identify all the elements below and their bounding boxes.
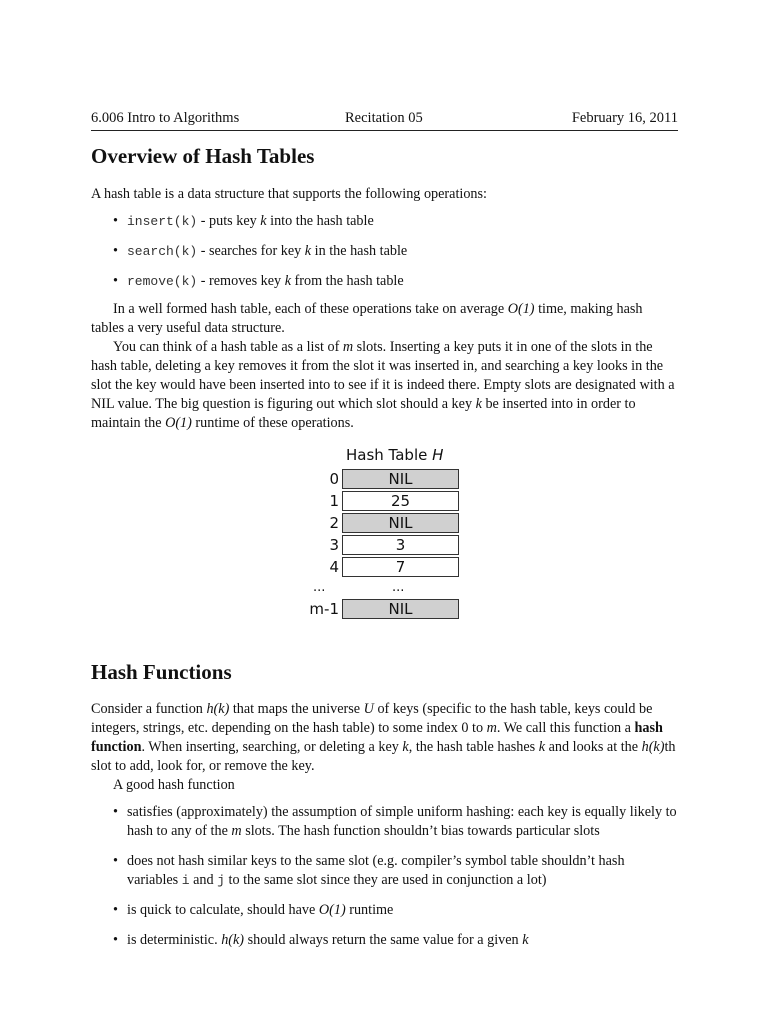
text: be inserted into in order to maintain the: [91, 396, 636, 431]
code-var: i: [181, 873, 190, 888]
math-var: k: [284, 273, 291, 289]
op-text: from the hash table: [291, 273, 404, 289]
bullet-icon: •: [113, 273, 118, 289]
bullet-icon: •: [113, 853, 118, 869]
math-expr: h(k): [641, 739, 665, 755]
math-expr: h(k): [206, 701, 230, 717]
bold-term: hash function: [91, 720, 663, 755]
text: does not hash similar keys to the same slot (e.g. compiler’s symbol table shouldn’t hash variables: [127, 853, 625, 888]
operation-remove: [91, 272, 678, 291]
text: You can think of a hash table as a list of: [113, 339, 343, 355]
text: and: [189, 872, 218, 888]
code-search: search(k): [127, 244, 198, 259]
math-var: k: [522, 932, 529, 948]
code-var: j: [217, 873, 225, 888]
math-var: k: [304, 243, 312, 259]
text: . When inserting, searching, or deleting a key: [141, 739, 403, 755]
text: should always return the same value for a given: [244, 932, 523, 948]
text: and looks at the: [545, 739, 642, 755]
text: runtime of these operations.: [191, 415, 354, 431]
text: time, making hash tables a very useful data structure.: [91, 301, 643, 336]
math-var: k: [402, 739, 409, 755]
text: slots. Inserting a key puts it in one of the slots in the hash table, deleting a key removes it from the slot it was inserted in, and searching a key looks in the slot the key would have been inserted into to see if it is indeed there. Empty slots are designated with a NIL value. The big question is figuring out which slot should a key: [91, 339, 675, 412]
slot-ellipsis: ...: [392, 580, 405, 595]
text: Consider a function: [91, 701, 207, 717]
recitation-label: Recitation 05: [345, 110, 423, 126]
code-remove: remove(k): [127, 274, 198, 289]
slot-index: 4: [329, 558, 339, 576]
operation-insert: [91, 212, 678, 231]
text: th slot to add, look for, or remove the key.: [91, 739, 676, 774]
course-name: 6.006 Intro to Algorithms: [91, 110, 240, 126]
index-ellipsis: ...: [313, 580, 326, 595]
text: is deterministic.: [127, 932, 222, 948]
text: . We call this function a: [496, 720, 635, 736]
diagram-title: [346, 446, 443, 464]
slot-index: 2: [329, 514, 339, 532]
math-var: m: [486, 720, 497, 736]
paragraph-runtime: [91, 300, 678, 338]
good-hash-intro: A good hash function: [113, 777, 235, 793]
slot-index: 0: [329, 470, 339, 488]
text: to the same slot since they are used in conjunction a lot): [224, 872, 547, 888]
slot-index: m-1: [309, 600, 339, 618]
good-item-deterministic: [91, 931, 678, 950]
slot-index: 1: [329, 492, 339, 510]
text: satisfies (approximately) the assumption of simple uniform hashing: each key is equally likely to hash to any of the: [127, 804, 677, 839]
header-date: February 16, 2011: [571, 110, 678, 126]
bullet-icon: •: [113, 213, 118, 229]
math-var: m: [231, 823, 242, 839]
bullet-icon: •: [113, 804, 118, 820]
text: is quick to calculate, should have: [127, 902, 319, 918]
paragraph-slots: [91, 338, 678, 433]
text: In a well formed hash table, each of these operations take on average: [113, 301, 508, 317]
code-insert: insert(k): [127, 214, 198, 229]
section-title-hash-functions: Hash Functions: [91, 660, 232, 684]
slot-cell: NIL: [342, 513, 459, 533]
good-item-similar-keys: [91, 852, 678, 890]
text: , the hash table hashes: [408, 739, 539, 755]
slot-cell: 7: [342, 557, 459, 577]
math-var: k: [260, 213, 267, 229]
good-item-uniform: [91, 803, 678, 841]
op-text: - searches for key: [197, 243, 305, 259]
slot-cell: 25: [342, 491, 459, 511]
math-var: m: [342, 339, 354, 355]
op-text: - puts key: [197, 213, 261, 229]
bullet-icon: •: [113, 932, 118, 948]
math-var: k: [475, 396, 482, 412]
hash-table-diagram: [304, 446, 504, 626]
operation-search: [91, 242, 678, 261]
paragraph-hash-function: [91, 700, 678, 776]
text: runtime: [345, 902, 394, 918]
slot-index: 3: [329, 536, 339, 554]
op-text: - removes key: [197, 273, 285, 289]
op-text: in the hash table: [311, 243, 408, 259]
bullet-icon: •: [113, 243, 118, 259]
intro-paragraph: A hash table is a data structure that supports the following operations:: [91, 186, 487, 202]
running-header: [91, 110, 678, 131]
good-item-quick: [91, 901, 678, 920]
diagram-title-var: H: [432, 446, 444, 464]
text: that maps the universe: [229, 701, 364, 717]
math-var: k: [538, 739, 546, 755]
slot-cell: 3: [342, 535, 459, 555]
bullet-icon: •: [113, 902, 118, 918]
math-expr: O(1): [507, 301, 535, 317]
slot-cell: NIL: [342, 469, 459, 489]
math-expr: O(1): [165, 415, 192, 431]
operations-list: [91, 212, 678, 302]
diagram-title-text: Hash Table: [346, 446, 433, 464]
good-hash-list: [91, 803, 678, 961]
section-title-overview: Overview of Hash Tables: [91, 144, 315, 168]
text: slots. The hash function shouldn’t bias towards particular slots: [241, 823, 600, 839]
math-expr: O(1): [318, 902, 346, 918]
slot-cell: NIL: [342, 599, 459, 619]
op-text: into the hash table: [266, 213, 374, 229]
text: of keys (specific to the hash table, keys could be integers, strings, etc. depending on the hash table) to some index 0 to: [91, 701, 653, 736]
math-expr: h(k): [221, 932, 245, 948]
math-var: U: [363, 701, 374, 717]
